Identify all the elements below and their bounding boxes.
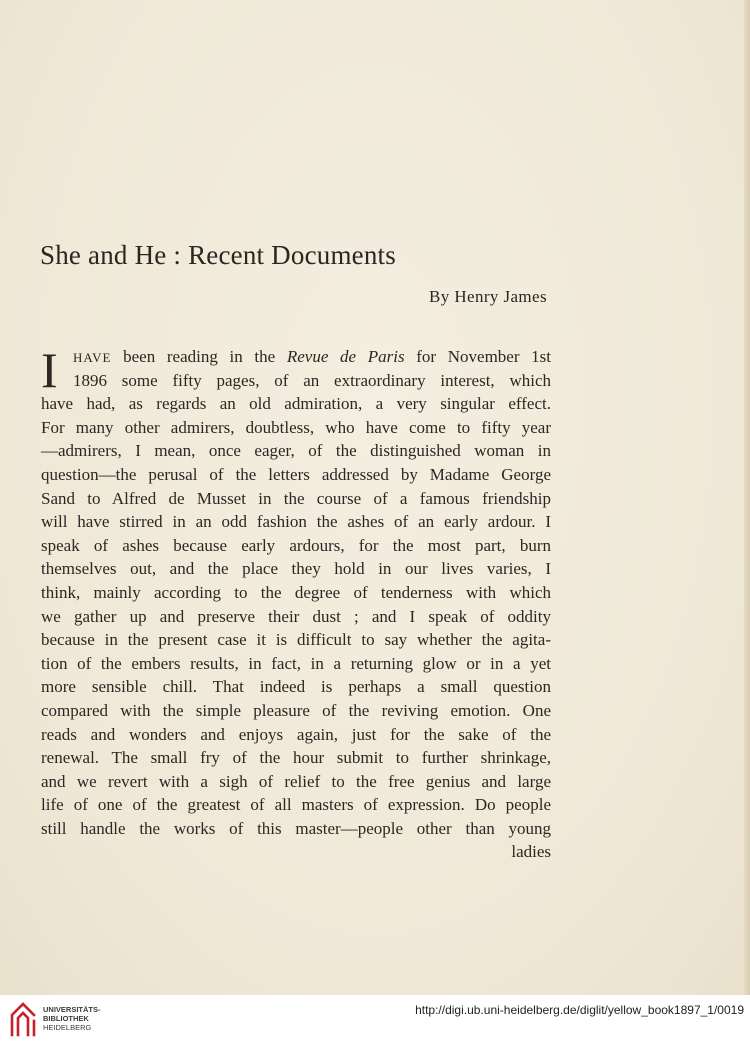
text-line: have had, as regards an old admiration, a very singular effect. bbox=[41, 394, 551, 414]
text-line: themselves out, and the place they hold in our lives varies, I bbox=[41, 559, 551, 579]
text-line: Sand to Alfred de Musset in the course of a famous friendship bbox=[41, 488, 551, 508]
text-line: compared with the simple pleasure of the reviving emotion. One bbox=[41, 700, 551, 720]
text-line: HAVE been reading in the Revue de Paris for November 1st bbox=[73, 347, 552, 366]
library-logo-icon[interactable] bbox=[8, 1001, 38, 1037]
text-line: life of one of the greatest of all masters of expression. Do people bbox=[41, 795, 551, 815]
text-line: still handle the works of this master—people other than young bbox=[41, 818, 551, 838]
text-line: reads and wonders and enjoys again, just for the sake of the bbox=[41, 724, 551, 744]
catchword: ladies bbox=[511, 842, 551, 862]
text-line: renewal. The small fry of the hour submit to further shrinkage, bbox=[41, 748, 551, 768]
text-line: and we revert with a sigh of relief to the free genius and large bbox=[41, 771, 551, 791]
source-url-link[interactable]: http://digi.ub.uni-heidelberg.de/diglit/yellow_book1897_1/0019 bbox=[415, 1003, 744, 1017]
text-line: tion of the embers results, in fact, in a returning glow or in a yet bbox=[41, 653, 551, 673]
logo-stroke bbox=[18, 1013, 28, 1035]
text-line: more sensible chill. That indeed is perhaps a small question bbox=[41, 677, 551, 697]
page-edge bbox=[744, 0, 750, 995]
text-line: think, mainly according to the degree of tenderness with which bbox=[41, 582, 551, 602]
author-byline: By Henry James bbox=[429, 287, 547, 306]
text-line: will have stirred in an odd fashion the ashes of an early ardour. I bbox=[41, 512, 551, 532]
logo-stroke bbox=[12, 1004, 34, 1035]
text-line: because in the present case it is difficult to say whether the agita- bbox=[41, 630, 551, 650]
library-name-line: BIBLIOTHEK bbox=[43, 1014, 89, 1023]
article-body bbox=[41, 342, 552, 864]
library-name bbox=[43, 1005, 101, 1032]
article-title: She and He : Recent Documents bbox=[40, 240, 396, 270]
text-line: we gather up and preserve their dust ; and I speak of oddity bbox=[41, 606, 551, 626]
text-line: —admirers, I mean, once eager, of the distinguished woman in bbox=[41, 441, 551, 461]
text-line: For many other admirers, doubtless, who have come to fifty year bbox=[41, 417, 551, 437]
library-name-line: HEIDELBERG bbox=[43, 1023, 92, 1032]
text-line: speak of ashes because early ardours, for the most part, burn bbox=[41, 535, 551, 555]
text-line: 1896 some fifty pages, of an extraordinary interest, which bbox=[73, 370, 551, 390]
drop-cap: I bbox=[41, 342, 58, 398]
text-line: question—the perusal of the letters addressed by Madame George bbox=[41, 464, 551, 484]
library-name-line: UNIVERSITÄTS- bbox=[43, 1005, 101, 1014]
